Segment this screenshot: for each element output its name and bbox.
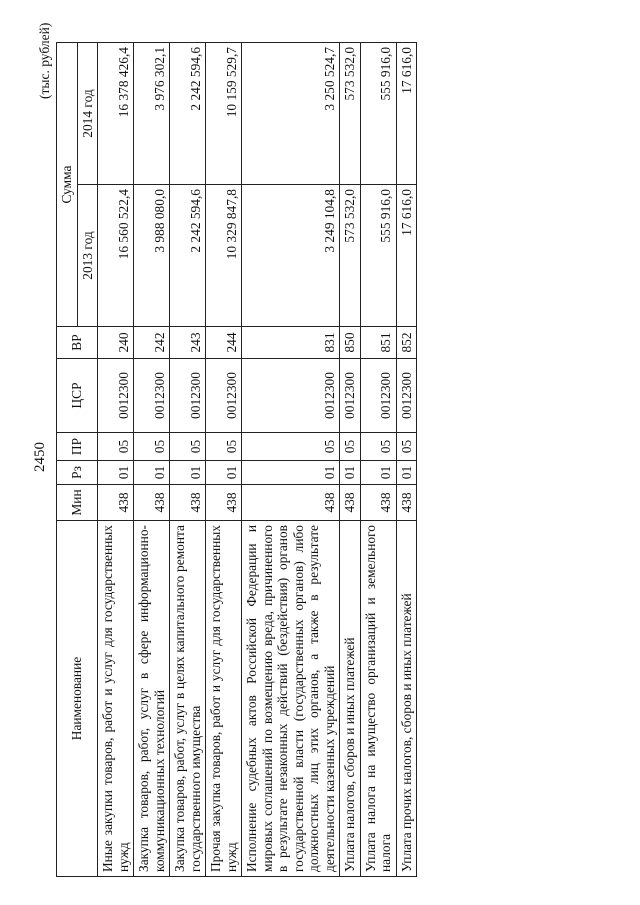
table-body — [98, 42, 417, 876]
table-row — [242, 42, 340, 876]
row-sum-2014: 2 242 594,6 — [170, 42, 206, 184]
row-min: 438 — [206, 485, 242, 521]
row-vr: 852 — [396, 327, 417, 359]
row-sum-2014: 573 532,0 — [340, 42, 361, 184]
row-vr: 244 — [206, 327, 242, 359]
row-sum-2013: 2 242 594,6 — [170, 185, 206, 327]
row-min: 438 — [242, 485, 340, 521]
row-min: 438 — [340, 485, 361, 521]
row-rz: 01 — [396, 461, 417, 485]
row-pr: 05 — [170, 433, 206, 461]
row-pr: 05 — [340, 433, 361, 461]
row-name: Уплата налогов, сборов и иных платежей — [340, 521, 361, 877]
row-vr: 850 — [340, 327, 361, 359]
row-name: Прочая закупка товаров, работ и услуг для государственных нужд — [206, 521, 242, 877]
row-csr: 0012300 — [134, 359, 170, 433]
budget-table — [56, 42, 417, 877]
row-min: 438 — [360, 485, 396, 521]
row-min: 438 — [396, 485, 417, 521]
row-sum-2014: 3 250 524,7 — [242, 42, 340, 184]
row-rz: 01 — [242, 461, 340, 485]
table-row — [170, 42, 206, 876]
header-csr: ЦСР — [57, 359, 98, 433]
row-pr: 05 — [206, 433, 242, 461]
row-sum-2014: 16 378 426,4 — [98, 42, 134, 184]
row-name: Закупка товаров, работ, услуг в сфере информационно-коммуникационных технологий — [134, 521, 170, 877]
row-rz: 01 — [98, 461, 134, 485]
table-row — [340, 42, 361, 876]
header-name: Наименование — [57, 521, 98, 877]
row-sum-2013: 10 329 847,8 — [206, 185, 242, 327]
table-row — [134, 42, 170, 876]
row-rz: 01 — [360, 461, 396, 485]
row-min: 438 — [98, 485, 134, 521]
table-row — [360, 42, 396, 876]
row-pr: 05 — [134, 433, 170, 461]
row-csr: 0012300 — [396, 359, 417, 433]
row-min: 438 — [170, 485, 206, 521]
row-csr: 0012300 — [170, 359, 206, 433]
row-name: Уплата прочих налогов, сборов и иных платежей — [396, 521, 417, 877]
row-pr: 05 — [98, 433, 134, 461]
row-name: Уплата налога на имущество организаций и земельного налога — [360, 521, 396, 877]
row-pr: 05 — [242, 433, 340, 461]
row-vr: 243 — [170, 327, 206, 359]
header-rz: Рз — [57, 461, 98, 485]
header-vr: ВР — [57, 327, 98, 359]
row-csr: 0012300 — [98, 359, 134, 433]
table-row — [206, 42, 242, 876]
row-sum-2014: 555 916,0 — [360, 42, 396, 184]
row-vr: 242 — [134, 327, 170, 359]
row-vr: 831 — [242, 327, 340, 359]
row-rz: 01 — [134, 461, 170, 485]
page-number: 2450 — [32, 442, 48, 472]
row-name: Иные закупки товаров, работ и услуг для государственных нужд — [98, 521, 134, 877]
table-row — [98, 42, 134, 876]
row-sum-2013: 573 532,0 — [340, 185, 361, 327]
row-sum-2013: 3 988 080,0 — [134, 185, 170, 327]
row-csr: 0012300 — [242, 359, 340, 433]
row-csr: 0012300 — [340, 359, 361, 433]
row-rz: 01 — [340, 461, 361, 485]
row-sum-2013: 16 560 522,4 — [98, 185, 134, 327]
row-sum-2013: 17 616,0 — [396, 185, 417, 327]
row-name: Закупка товаров, работ, услуг в целях капитального ремонта государственного имущества — [170, 521, 206, 877]
row-pr: 05 — [396, 433, 417, 461]
header-pr: ПР — [57, 433, 98, 461]
row-rz: 01 — [170, 461, 206, 485]
row-min: 438 — [134, 485, 170, 521]
header-sum: Сумма — [57, 42, 78, 326]
header-year-2013: 2013 год — [77, 185, 98, 327]
row-csr: 0012300 — [206, 359, 242, 433]
row-sum-2014: 3 976 302,1 — [134, 42, 170, 184]
unit-label: (тыс. рублей) — [37, 22, 52, 99]
row-name: Исполнение судебных актов Российской Федерации и мировых соглашений по возмещению вреда, причиненного в результате незаконных действий (бездействия) органов государственной власти (государственных органов) либо должностных лиц этих органов, а также в результате деятельности казенных учреждений — [242, 521, 340, 877]
row-vr: 851 — [360, 327, 396, 359]
table-row — [396, 42, 417, 876]
row-rz: 01 — [206, 461, 242, 485]
header-min: Мин — [57, 485, 98, 521]
row-sum-2014: 17 616,0 — [396, 42, 417, 184]
row-csr: 0012300 — [360, 359, 396, 433]
row-vr: 240 — [98, 327, 134, 359]
row-sum-2013: 3 249 104,8 — [242, 185, 340, 327]
row-sum-2014: 10 159 529,7 — [206, 42, 242, 184]
row-pr: 05 — [360, 433, 396, 461]
header-year-2014: 2014 год — [77, 42, 98, 184]
row-sum-2013: 555 916,0 — [360, 185, 396, 327]
